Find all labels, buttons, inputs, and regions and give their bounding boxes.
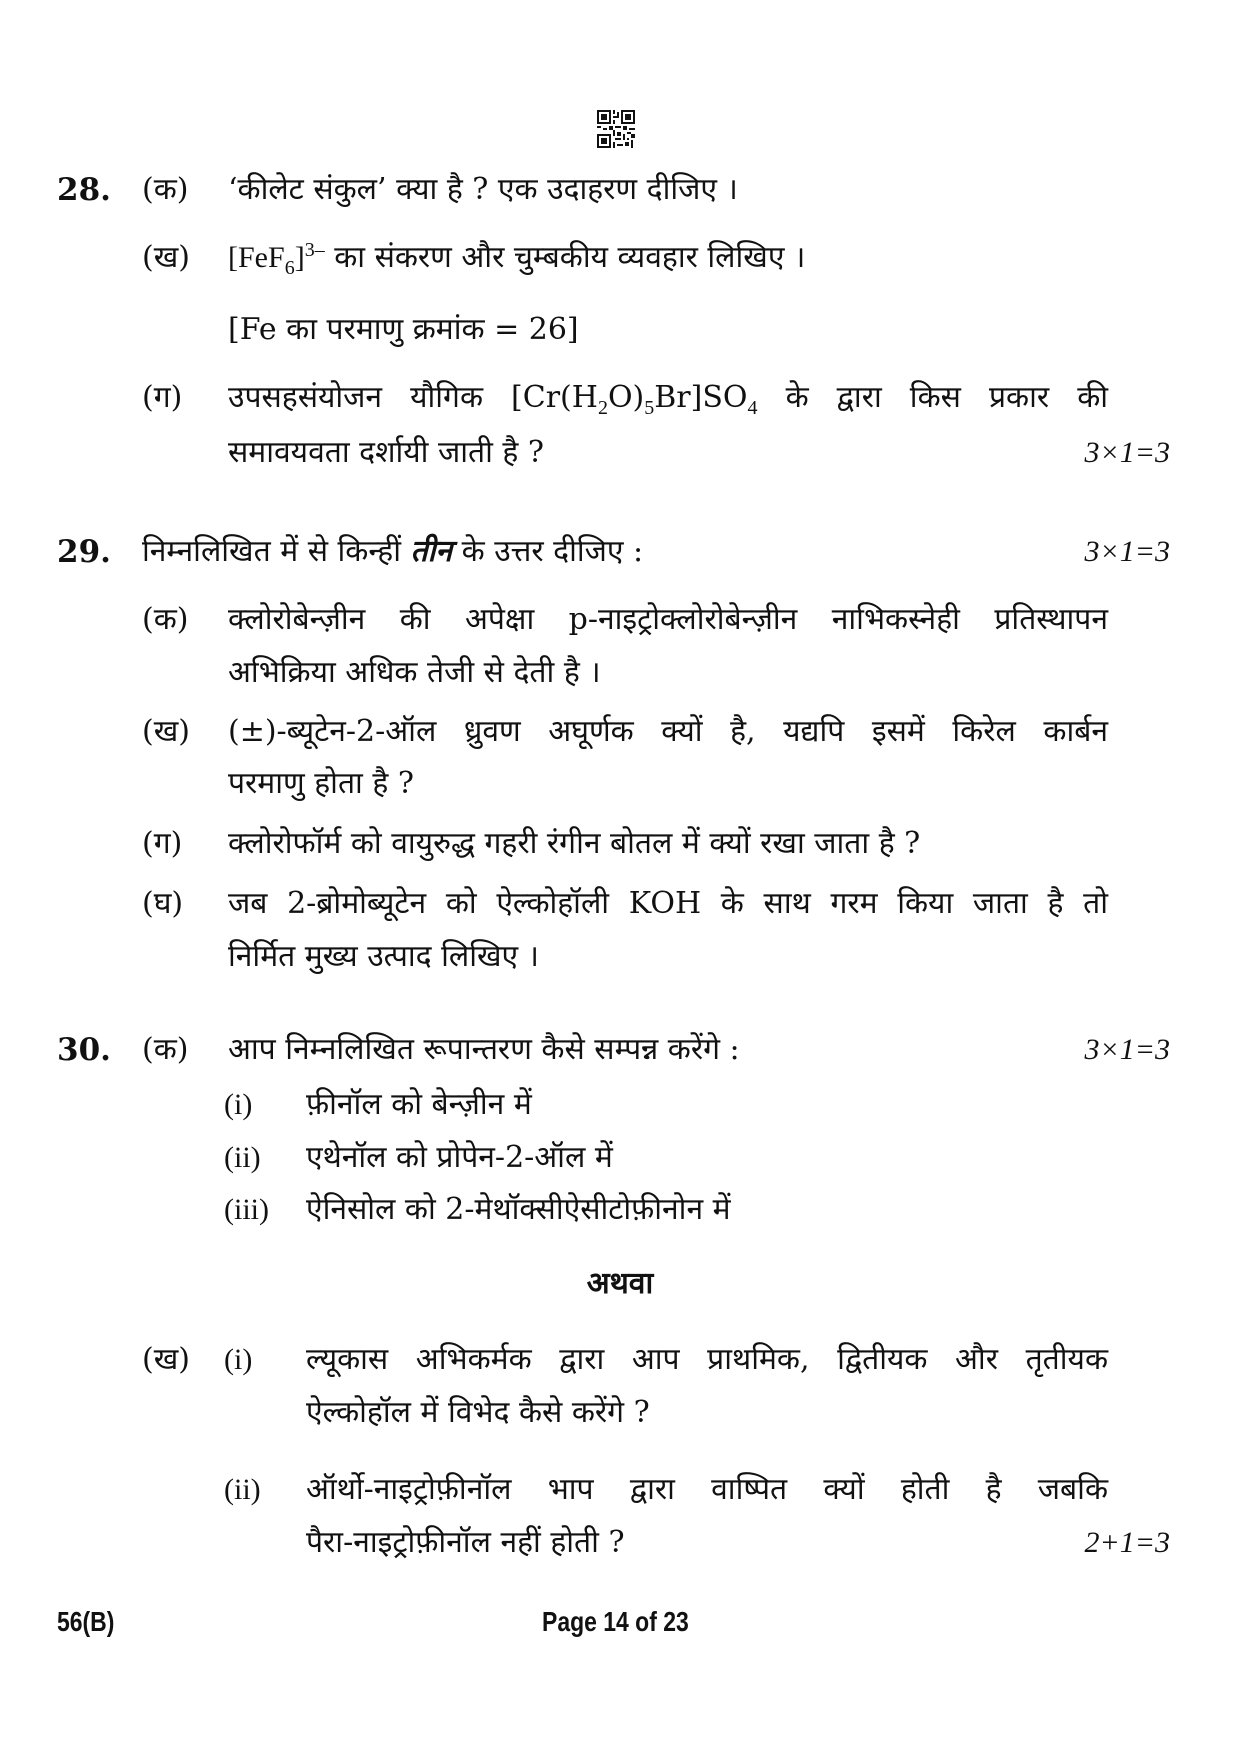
q29-part-a-line2: अभिक्रिया अधिक तेजी से देती है । — [228, 655, 601, 690]
q28-part-a-text: ‘कीलेट संकुल’ क्या है ? एक उदाहरण दीजिए । — [228, 172, 738, 207]
q28-part-a-label: (क) — [142, 172, 189, 207]
q29-marks: 3×1=3 — [1084, 535, 1170, 568]
q29-part-a-line1: क्लोरोबेन्ज़ीन की अपेक्षा p-नाइट्रोक्लोरोबेन्ज़ीन नाभिकस्नेही प्रतिस्थापन — [228, 602, 1108, 637]
q30-part-a-text: आप निम्नलिखित रूपान्तरण कैसे सम्पन्न करेंगे : — [228, 1032, 740, 1067]
qr-code-icon — [597, 110, 635, 148]
q30-item-text: ऐनिसोल को 2-मेथॉक्सीऐसीटोफ़ीनोन में — [306, 1192, 731, 1227]
q28-part-c-text-line2: समावयवता दर्शायी जाती है ? — [228, 435, 544, 470]
or-separator: अथवा — [586, 1266, 654, 1301]
q29-part-c-label: (ग) — [142, 826, 183, 861]
q29-part-b-line1: (±)-ब्यूटेन-2-ऑल ध्रुवण अघूर्णक क्यों है, यद्यपि इसमें किरेल कार्बन — [228, 714, 1108, 749]
paper-code: 56(B) — [57, 1606, 115, 1637]
q28-part-c-label: (ग) — [142, 380, 183, 415]
q30-part-b-i-label: (i) — [224, 1343, 253, 1376]
q30-item-label: (i) — [224, 1088, 253, 1121]
q29-intro: निम्नलिखित में से किन्हीं तीन के उत्तर दीजिए : — [142, 534, 644, 569]
q28-part-b-note: [Fe का परमाणु क्रमांक = 26] — [228, 312, 579, 347]
question-number-28: 28. — [57, 172, 111, 208]
q28-marks: 3×1=3 — [1084, 436, 1170, 469]
q30-part-b-ii-line2: पैरा-नाइट्रोफ़ीनॉल नहीं होती ? — [306, 1525, 625, 1560]
q28-part-b-label: (ख) — [142, 240, 190, 275]
q30-item-label: (ii) — [224, 1141, 261, 1174]
q29-part-c-text: क्लोरोफॉर्म को वायुरुद्ध गहरी रंगीन बोतल में क्यों रखा जाता है ? — [228, 826, 921, 861]
question-number-30: 30. — [57, 1032, 111, 1068]
q29-part-d-label: (घ) — [142, 886, 184, 921]
q30-item-text: एथेनॉल को प्रोपेन-2-ऑल में — [306, 1140, 613, 1175]
question-number-29: 29. — [57, 534, 111, 570]
q30-part-b-i-line1: ल्यूकास अभिकर्मक द्वारा आप प्राथमिक, द्वितीयक और तृतीयक — [306, 1342, 1108, 1377]
q28-part-b-text: $[FeF_6]^{3-}$ का संकरण और चुम्बकीय व्यवहार लिखिए । — [228, 239, 806, 279]
q29-part-b-label: (ख) — [142, 714, 190, 749]
q30-part-b-ii-label: (ii) — [224, 1473, 261, 1506]
q29-part-a-label: (क) — [142, 602, 189, 637]
q30-item-label: (iii) — [224, 1193, 269, 1226]
q28-part-c-text: उपसहसंयोजन यौगिक $[Cr(H_2O)_5Br]SO_4$ के द्वारा किस प्रकार की — [228, 380, 1108, 419]
page-number: Page 14 of 23 — [542, 1606, 689, 1637]
q30-part-a-label: (क) — [142, 1032, 189, 1067]
q30-item-text: फ़ीनॉल को बेन्ज़ीन में — [306, 1087, 532, 1122]
q29-part-d-line2: निर्मित मुख्य उत्पाद लिखिए । — [228, 939, 540, 974]
q30-part-b-marks: 2+1=3 — [1084, 1526, 1170, 1559]
q30-part-b-ii-line1: ऑर्थो-नाइट्रोफ़ीनॉल भाप द्वारा वाष्पित क्यों होती है जबकि — [306, 1472, 1108, 1507]
q30-part-a-marks: 3×1=3 — [1084, 1033, 1170, 1066]
q30-part-b-i-line2: ऐल्कोहॉल में विभेद कैसे करेंगे ? — [306, 1395, 650, 1430]
q29-part-d-line1: जब 2-ब्रोमोब्यूटेन को ऐल्कोहॉली KOH के साथ गरम किया जाता है तो — [228, 886, 1108, 921]
q30-part-b-label: (ख) — [142, 1342, 190, 1377]
q29-part-b-line2: परमाणु होता है ? — [228, 766, 414, 801]
